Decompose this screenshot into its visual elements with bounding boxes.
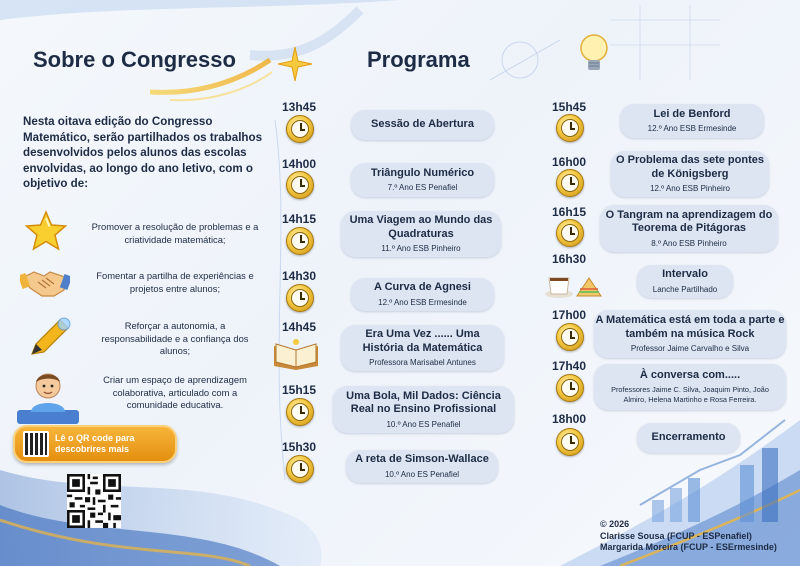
program-item-rock — [594, 310, 786, 358]
item-subtitle: Professor Jaime Carvalho e Silva — [630, 344, 750, 353]
item-subtitle: 12.º Ano ESB Ermesinde — [378, 297, 467, 307]
time-1545: 15h45 — [551, 100, 587, 114]
item-title: Uma Bola, Mil Dados: Ciência Real no Ensino Profissional — [346, 389, 501, 415]
program-item-konigsberg — [611, 151, 769, 197]
qr-code-button[interactable] — [13, 425, 177, 463]
qr-code-image[interactable] — [67, 474, 121, 528]
sparkle-icon — [276, 45, 314, 83]
item-subtitle: 10.º Ano ES Penafiel — [384, 469, 460, 479]
program-item-bola — [333, 386, 514, 433]
clock-icon — [286, 284, 314, 312]
item-subtitle: 12.º Ano ESB Pinheiro — [650, 184, 730, 193]
time-1630: 16h30 — [551, 252, 587, 266]
program-item-agnesi — [351, 278, 494, 311]
time-1600: 16h00 — [551, 155, 587, 169]
pen-icon — [26, 316, 72, 358]
coffee-sandwich-icon — [543, 268, 603, 300]
book-icon — [272, 336, 320, 370]
qr-mini-icon — [23, 431, 49, 457]
clock-icon — [556, 114, 584, 142]
item-subtitle: Professores Jaime C. Silva, Joaquim Pinto, João Almiro, Helena Martinho e Rosa Ferreira. — [611, 384, 769, 404]
program-item-conversa — [594, 364, 786, 410]
about-title: Sobre o Congresso — [33, 47, 236, 72]
star-icon — [24, 210, 68, 252]
lightbulb-icon — [577, 32, 611, 78]
copyright: © 2026 — [600, 519, 630, 529]
intro-text: Nesta oitava edição do Congresso Matemático, serão partilhados os trabalhos desenvolvidos pelos alunos das escolas envolvidas, ao longo do ano letivo, com o objetivo de: — [23, 115, 263, 190]
clock-icon — [556, 323, 584, 351]
item-title: A reta de Simson-Wallace — [355, 453, 489, 466]
item-title: Sessão de Abertura — [371, 118, 474, 131]
item-title: O Tangram na aprendizagem do Teorema de Pitágoras — [605, 208, 773, 234]
time-1740: 17h40 — [551, 359, 587, 373]
program-item-abertura — [351, 110, 494, 140]
program-title: Programa — [367, 47, 470, 72]
program-item-historia — [341, 325, 504, 371]
program-item-quadraturas — [341, 211, 501, 257]
student-icon — [13, 366, 83, 428]
clock-icon — [286, 227, 314, 255]
item-title: Uma Viagem ao Mundo das Quadraturas — [349, 214, 493, 240]
program-item-intervalo — [637, 265, 733, 298]
time-1345: 13h45 — [281, 100, 317, 114]
item-title: A Curva de Agnesi — [374, 281, 471, 294]
clock-icon — [556, 374, 584, 402]
program-item-simson — [346, 450, 498, 483]
program-item-encerramento — [637, 423, 740, 453]
qr-button-label: Lê o QR code para descobrires mais — [55, 433, 135, 454]
clock-icon — [556, 428, 584, 456]
item-subtitle: 11.º Ano ESB Pinheiro — [381, 244, 461, 253]
objective-4: Criar um espaço de aprendizagem colaborativa, articulado com a comunidade educativa. — [103, 374, 247, 411]
program-item-triangulo — [351, 163, 494, 197]
item-subtitle: 10.º Ano ES Penafiel — [386, 419, 461, 429]
time-1530: 15h30 — [281, 440, 317, 454]
item-subtitle: 7.º Ano ES Penafiel — [387, 183, 458, 193]
item-title: O Problema das sete pontes de Königsberg — [616, 154, 764, 180]
time-1515: 15h15 — [281, 383, 317, 397]
clock-icon — [286, 398, 314, 426]
time-1430: 14h30 — [281, 269, 317, 283]
item-title: Intervalo — [662, 268, 708, 281]
time-1800: 18h00 — [551, 412, 587, 426]
program-item-benford — [620, 104, 764, 138]
item-title: Era Uma Vez ...... Uma História da Matemática — [362, 328, 483, 354]
time-1615: 16h15 — [551, 205, 587, 219]
item-subtitle: 8.º Ano ESB Pinheiro — [651, 238, 727, 248]
author-2: Margarida Moreira (FCUP - ESErmesinde) — [600, 542, 777, 552]
clock-icon — [286, 115, 314, 143]
objective-1: Promover a resolução de problemas e a criatividade matemática; — [91, 221, 259, 245]
time-1445: 14h45 — [281, 320, 317, 334]
time-1400: 14h00 — [281, 157, 317, 171]
item-title: Lei de Benford — [653, 107, 731, 120]
objective-2: Fomentar a partilha de experiências e projetos entre alunos; — [96, 270, 254, 294]
clock-icon — [286, 455, 314, 483]
item-subtitle: Professora Marisabel Antunes — [369, 358, 476, 367]
footer-credits — [600, 519, 777, 554]
item-title: Triângulo Numérico — [370, 166, 475, 179]
clock-icon — [556, 169, 584, 197]
author-1: Clarisse Sousa (FCUP - ESPenafiel) — [600, 530, 752, 541]
item-title: Encerramento — [651, 431, 726, 444]
item-subtitle: 12.º Ano ESB Ermesinde — [647, 124, 737, 134]
program-item-tangram — [600, 205, 778, 252]
handshake-icon — [20, 262, 70, 302]
objective-3: Reforçar a autonomia, a responsabilidade e a confiança dos alunos; — [101, 320, 249, 357]
clock-icon — [286, 171, 314, 199]
item-title: A Matemática está em toda a parte e também na música Rock — [595, 314, 785, 340]
clock-icon — [556, 219, 584, 247]
item-title: À conversa com..... — [639, 369, 741, 382]
time-1700: 17h00 — [551, 308, 587, 322]
item-subtitle: Lanche Partilhado — [652, 284, 718, 294]
time-1415: 14h15 — [281, 212, 317, 226]
